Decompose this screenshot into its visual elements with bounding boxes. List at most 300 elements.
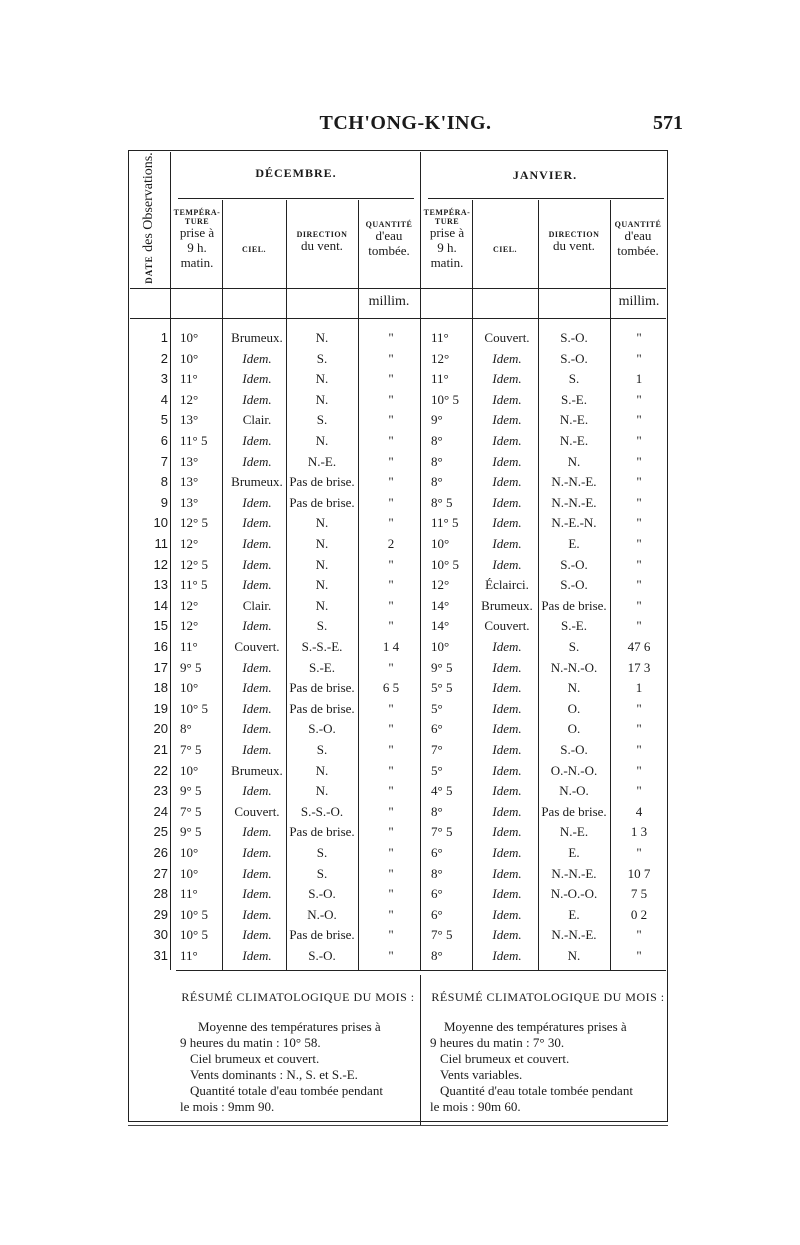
sky-jan: Idem.: [492, 783, 522, 799]
temperature-dec: 12° 5: [180, 515, 208, 531]
unit-january: millim.: [618, 294, 660, 309]
header-sky: CIEL.: [492, 245, 518, 254]
wind-jan: N.-E.: [559, 412, 589, 428]
temperature-dec: 13°: [180, 494, 199, 510]
day-number: 15: [153, 618, 168, 634]
day-number: 17: [153, 659, 168, 675]
temperature-dec: 11° 5: [180, 577, 208, 593]
temperature-dec: 10°: [180, 680, 199, 696]
sky-dec: Idem.: [242, 433, 272, 448]
wind-dec: S.: [316, 412, 328, 428]
sky-dec: Idem.: [242, 948, 272, 963]
temperature-jan: 10° 5: [431, 556, 459, 572]
sky-dec: Idem.: [242, 845, 272, 860]
rain-jan: 10 7: [627, 865, 651, 881]
temperature-dec: 12°: [180, 618, 199, 634]
table-row: [128, 412, 668, 432]
wind-dec: Pas de brise.: [289, 680, 355, 696]
summary-title: RÉSUMÉ CLIMATOLOGIQUE DU MOIS :: [431, 990, 665, 1004]
temperature-dec: 10°: [180, 350, 199, 366]
day-number: 12: [153, 556, 168, 572]
rain-dec: ": [388, 762, 394, 778]
sky-jan: Idem.: [492, 494, 522, 510]
table-end-rule: [176, 970, 666, 971]
rain-dec: ": [388, 886, 394, 902]
sky-dec: Idem.: [242, 577, 272, 593]
rain-dec: ": [388, 803, 394, 819]
summary-line: Moyenne des températures prises à: [198, 1019, 381, 1034]
rain-dec: ": [388, 618, 394, 634]
rain-dec: 6 5: [382, 680, 400, 696]
summary-line: Vents dominants : N., S. et S.-E.: [190, 1067, 358, 1082]
sky-jan: Idem.: [492, 803, 522, 819]
sky-dec: Couvert.: [234, 803, 280, 819]
sky-jan: Idem.: [492, 391, 522, 407]
table-row: [128, 515, 668, 535]
table-row: [128, 886, 668, 906]
sky-jan: Idem.: [492, 474, 522, 490]
rain-jan: ": [636, 350, 642, 366]
day-number: 22: [153, 762, 168, 778]
temperature-jan: 14°: [431, 618, 450, 634]
rain-jan: ": [636, 927, 642, 943]
temperature-jan: 6°: [431, 845, 443, 860]
day-number: 21: [153, 742, 168, 757]
day-number: 20: [153, 721, 168, 737]
sky-dec: Idem.: [242, 927, 272, 943]
wind-jan: N.-N.-E.: [551, 927, 597, 943]
rain-jan: 1: [635, 371, 643, 387]
sky-jan: Couvert.: [484, 618, 530, 634]
sky-jan: Idem.: [492, 762, 522, 778]
temperature-jan: 4° 5: [431, 783, 453, 799]
wind-dec: N.-O.: [307, 906, 337, 922]
rain-jan: ": [636, 494, 642, 510]
header-sky: CIEL.: [241, 245, 267, 254]
rain-dec: ": [388, 865, 394, 881]
sky-dec: Idem.: [242, 350, 272, 366]
wind-jan: E.: [568, 536, 580, 551]
sky-jan: Idem.: [492, 886, 522, 902]
rain-dec: ": [388, 474, 394, 490]
day-number: 31: [153, 948, 168, 963]
rain-dec: ": [388, 556, 394, 572]
rain-dec: 2: [387, 536, 395, 551]
rain-jan: ": [636, 845, 642, 860]
wind-jan: O.-N.-O.: [550, 762, 598, 778]
day-number: 26: [153, 845, 168, 860]
sky-dec: Idem.: [242, 371, 272, 387]
temperature-dec: 9° 5: [180, 659, 202, 675]
table-row: [128, 907, 668, 927]
unit-december: millim.: [368, 294, 410, 309]
day-number: 10: [153, 515, 168, 531]
temperature-dec: 13°: [180, 474, 199, 490]
rain-jan: ": [636, 721, 642, 737]
table-bottom-rule: [128, 1125, 668, 1126]
rain-dec: ": [388, 659, 394, 675]
wind-jan: O.: [567, 700, 581, 716]
wind-jan: S.-E.: [561, 618, 587, 634]
temperature-dec: 7° 5: [180, 803, 202, 819]
sky-dec: Idem.: [242, 494, 272, 510]
wind-jan: S.: [568, 639, 580, 654]
table-row: [128, 371, 668, 391]
temperature-dec: 11°: [180, 948, 198, 963]
day-number: 23: [153, 783, 168, 799]
temperature-dec: 11°: [180, 639, 198, 654]
summary-line: Moyenne des températures prises à: [444, 1019, 627, 1034]
table-row: [128, 783, 668, 803]
wind-jan: S.-O.: [560, 556, 588, 572]
day-number: 6: [160, 433, 168, 448]
sky-jan: Idem.: [492, 453, 522, 469]
wind-dec: Pas de brise.: [289, 494, 355, 510]
rain-dec: ": [388, 700, 394, 716]
sky-dec: Idem.: [242, 680, 272, 696]
sky-jan: Idem.: [492, 721, 522, 737]
rain-jan: ": [636, 474, 642, 490]
wind-jan: S.-O.: [560, 330, 588, 345]
rain-jan: ": [636, 742, 642, 757]
summary-line: 9 heures du matin : 10° 58.: [180, 1035, 321, 1050]
wind-jan: N.-N.-E.: [551, 474, 597, 490]
rain-jan: ": [636, 433, 642, 448]
wind-dec: S.-O.: [308, 886, 336, 902]
temperature-jan: 11° 5: [431, 515, 459, 531]
header-wind-direction: DIRECTION du vent.: [548, 230, 600, 254]
rain-jan: ": [636, 597, 642, 613]
table-row: [128, 721, 668, 741]
table-row: [128, 845, 668, 865]
sky-dec: Idem.: [242, 659, 272, 675]
rain-jan: ": [636, 330, 642, 345]
temperature-dec: 11°: [180, 886, 198, 902]
temperature-dec: 10°: [180, 845, 199, 860]
temperature-jan: 14°: [431, 597, 450, 613]
wind-dec: Pas de brise.: [289, 927, 355, 943]
rain-dec: ": [388, 494, 394, 510]
table-row: [128, 598, 668, 618]
wind-dec: N.: [315, 597, 329, 613]
temperature-jan: 5°: [431, 762, 443, 778]
wind-dec: Pas de brise.: [289, 824, 355, 840]
sky-jan: Idem.: [492, 865, 522, 881]
table-row: [128, 742, 668, 762]
rain-jan: ": [636, 391, 642, 407]
temperature-dec: 9° 5: [180, 783, 202, 799]
summary-line: Quantité d'eau totale tombée pendant: [440, 1083, 633, 1098]
sky-jan: Idem.: [492, 536, 522, 551]
header-rule: [130, 288, 666, 289]
summary-december: [180, 990, 416, 1115]
rain-jan: ": [636, 762, 642, 778]
header-temperature: TEMPÉRA- TURE prise à 9 h. matin.: [423, 208, 471, 271]
day-number: 24: [153, 803, 168, 819]
wind-jan: N.: [567, 453, 581, 469]
wind-jan: N.-O.: [559, 783, 589, 799]
temperature-jan: 11°: [431, 330, 449, 345]
sky-dec: Idem.: [242, 783, 272, 799]
sky-dec: Couvert.: [234, 639, 280, 654]
temperature-jan: 8°: [431, 948, 443, 963]
sky-dec: Brumeux.: [231, 330, 283, 345]
sky-jan: Idem.: [492, 927, 522, 943]
header-wind-direction: DIRECTION du vent.: [296, 230, 348, 254]
wind-dec: N.: [315, 371, 329, 387]
wind-dec: S.: [316, 618, 328, 634]
rain-jan: 7 5: [630, 886, 648, 902]
day-number: 7: [160, 453, 168, 469]
temperature-dec: 12°: [180, 536, 199, 551]
temperature-jan: 8°: [431, 474, 443, 490]
temperature-jan: 10°: [431, 639, 450, 654]
day-number: 27: [153, 865, 168, 881]
rain-dec: ": [388, 824, 394, 840]
day-number: 2: [160, 350, 168, 366]
wind-jan: S.-O.: [560, 742, 588, 757]
temperature-jan: 12°: [431, 577, 450, 593]
table-row: [128, 433, 668, 453]
wind-dec: N.: [315, 556, 329, 572]
table-row: [128, 824, 668, 844]
temperature-jan: 11°: [431, 371, 449, 387]
wind-dec: N.: [315, 536, 329, 551]
sky-jan: Idem.: [492, 742, 522, 757]
sky-jan: Idem.: [492, 680, 522, 696]
rain-dec: ": [388, 845, 394, 860]
temperature-dec: 10°: [180, 762, 199, 778]
sky-dec: Idem.: [242, 618, 272, 634]
rain-dec: ": [388, 371, 394, 387]
temperature-jan: 8°: [431, 453, 443, 469]
rain-jan: ": [636, 700, 642, 716]
sky-jan: Idem.: [492, 433, 522, 448]
temperature-jan: 12°: [431, 350, 450, 366]
rain-jan: ": [636, 536, 642, 551]
sky-dec: Idem.: [242, 556, 272, 572]
rain-jan: 1 3: [630, 824, 648, 840]
temperature-jan: 6°: [431, 886, 443, 902]
wind-jan: S.-O.: [560, 350, 588, 366]
date-column-header: [130, 152, 168, 284]
rain-jan: ": [636, 783, 642, 799]
wind-dec: S.-E.: [309, 659, 335, 675]
day-number: 14: [153, 597, 168, 613]
summary-line: 9 heures du matin : 7° 30.: [430, 1035, 565, 1050]
table-row: [128, 948, 668, 968]
temperature-jan: 7° 5: [431, 927, 453, 943]
month-rule: [178, 198, 414, 199]
temperature-dec: 10° 5: [180, 700, 208, 716]
temperature-jan: 5° 5: [431, 680, 453, 696]
temperature-jan: 9°: [431, 412, 443, 428]
sky-dec: Idem.: [242, 886, 272, 902]
wind-jan: S.: [568, 371, 580, 387]
summary-line: Vents variables.: [440, 1067, 523, 1082]
sky-dec: Clair.: [242, 412, 272, 428]
sky-dec: Idem.: [242, 906, 272, 922]
sky-dec: Idem.: [242, 453, 272, 469]
temperature-dec: 12°: [180, 391, 199, 407]
summary-january: [430, 990, 666, 1115]
rain-dec: ": [388, 391, 394, 407]
temperature-jan: 9° 5: [431, 659, 453, 675]
summary-line: Quantité totale d'eau tombée pendant: [190, 1083, 383, 1098]
day-number: 18: [153, 680, 168, 696]
table-row: [128, 701, 668, 721]
summary-line: le mois : 9mm 90.: [180, 1099, 275, 1114]
sky-dec: Idem.: [242, 721, 272, 737]
sky-dec: Brumeux.: [231, 474, 283, 490]
sky-dec: Idem.: [242, 536, 272, 551]
table-row: [128, 330, 668, 350]
rain-dec: ": [388, 597, 394, 613]
sky-jan: Éclairci.: [485, 577, 529, 593]
summary-divider: [420, 975, 421, 1125]
sky-dec: Clair.: [242, 597, 272, 613]
table-row: [128, 763, 668, 783]
rain-dec: ": [388, 927, 394, 943]
day-number: 3: [160, 371, 168, 387]
temperature-dec: 8°: [180, 721, 192, 737]
day-number: 5: [160, 412, 168, 428]
sky-jan: Idem.: [492, 906, 522, 922]
sky-jan: Couvert.: [484, 330, 530, 345]
wind-dec: N.: [315, 515, 329, 531]
rain-dec: ": [388, 721, 394, 737]
table-row: [128, 454, 668, 474]
wind-jan: N.-N.-E.: [551, 494, 597, 510]
rain-dec: ": [388, 577, 394, 593]
wind-jan: N.-N.-O.: [550, 659, 598, 675]
temperature-jan: 10°: [431, 536, 450, 551]
day-number: 16: [153, 639, 168, 654]
day-number: 29: [153, 906, 168, 922]
rain-jan: ": [636, 618, 642, 634]
wind-dec: Pas de brise.: [289, 474, 355, 490]
wind-jan: S.-O.: [560, 577, 588, 593]
wind-dec: S.: [316, 742, 328, 757]
rain-dec: ": [388, 948, 394, 963]
wind-jan: N.-E.-N.: [551, 515, 597, 531]
temperature-jan: 10° 5: [431, 391, 459, 407]
wind-dec: N.: [315, 783, 329, 799]
rain-jan: ": [636, 453, 642, 469]
table-row: [128, 495, 668, 515]
sky-jan: Idem.: [492, 639, 522, 654]
day-number: 28: [153, 886, 168, 902]
header-temperature: TEMPÉRA- TURE prise à 9 h. matin.: [173, 208, 221, 271]
wind-dec: S.-O.: [308, 948, 336, 963]
wind-dec: N.: [315, 391, 329, 407]
sky-jan: Idem.: [492, 824, 522, 840]
rain-jan: 0 2: [630, 906, 648, 922]
temperature-dec: 13°: [180, 412, 199, 428]
rain-dec: ": [388, 433, 394, 448]
rain-jan: ": [636, 577, 642, 593]
day-number: 30: [153, 927, 168, 943]
summary-line: le mois : 90m 60.: [430, 1099, 521, 1114]
wind-dec: S.: [316, 845, 328, 860]
header-rain-quantity: QUANTITÉ d'eau tombée.: [365, 220, 413, 259]
temperature-dec: 12°: [180, 597, 199, 613]
sky-jan: Idem.: [492, 700, 522, 716]
temperature-dec: 13°: [180, 453, 199, 469]
table-row: [128, 557, 668, 577]
rain-dec: ": [388, 906, 394, 922]
temperature-dec: 10° 5: [180, 906, 208, 922]
table-row: [128, 474, 668, 494]
sky-jan: Idem.: [492, 412, 522, 428]
rain-dec: ": [388, 742, 394, 757]
temperature-dec: 7° 5: [180, 742, 202, 757]
day-number: 25: [153, 824, 168, 840]
table-row: [128, 927, 668, 947]
wind-dec: S.-O.: [308, 721, 336, 737]
table-row: [128, 639, 668, 659]
sky-dec: Idem.: [242, 700, 272, 716]
wind-jan: N.: [567, 948, 581, 963]
wind-dec: S.-S.-E.: [301, 639, 343, 654]
temperature-jan: 7° 5: [431, 824, 453, 840]
rain-dec: ": [388, 453, 394, 469]
rain-jan: ": [636, 948, 642, 963]
sky-jan: Idem.: [492, 371, 522, 387]
table-row: [128, 351, 668, 371]
table-row: [128, 680, 668, 700]
wind-jan: N.-E.: [559, 433, 589, 448]
wind-dec: S.: [316, 865, 328, 881]
month-rule: [428, 198, 664, 199]
sky-jan: Idem.: [492, 515, 522, 531]
day-number: 4: [160, 391, 168, 407]
wind-jan: Pas de brise.: [541, 597, 607, 613]
sky-jan: Idem.: [492, 659, 522, 675]
temperature-dec: 11° 5: [180, 433, 208, 448]
day-number: 1: [160, 330, 168, 345]
temperature-jan: 7°: [431, 742, 443, 757]
wind-jan: E.: [568, 906, 580, 922]
wind-dec: N.: [315, 577, 329, 593]
wind-jan: N.: [567, 680, 581, 696]
day-number: 19: [153, 700, 168, 716]
table-row: [128, 392, 668, 412]
sky-jan: Brumeux.: [481, 597, 533, 613]
temperature-dec: 10°: [180, 865, 199, 881]
table-row: [128, 618, 668, 638]
rain-jan: ": [636, 556, 642, 572]
temperature-jan: 8°: [431, 803, 443, 819]
day-number: 9: [160, 494, 168, 510]
sky-jan: Idem.: [492, 845, 522, 860]
temperature-jan: 6°: [431, 906, 443, 922]
page-number: 571: [653, 112, 683, 134]
sky-dec: Idem.: [242, 515, 272, 531]
table-row: [128, 536, 668, 556]
sky-dec: Idem.: [242, 865, 272, 881]
rain-dec: ": [388, 330, 394, 345]
wind-jan: E.: [568, 845, 580, 860]
month-title-january: JANVIER.: [512, 168, 578, 182]
sky-jan: Idem.: [492, 556, 522, 572]
table-row: [128, 866, 668, 886]
date-label-small: DATE: [144, 255, 154, 284]
rain-jan: ": [636, 515, 642, 531]
wind-dec: S.: [316, 350, 328, 366]
sky-dec: Idem.: [242, 824, 272, 840]
temperature-jan: 8°: [431, 865, 443, 881]
